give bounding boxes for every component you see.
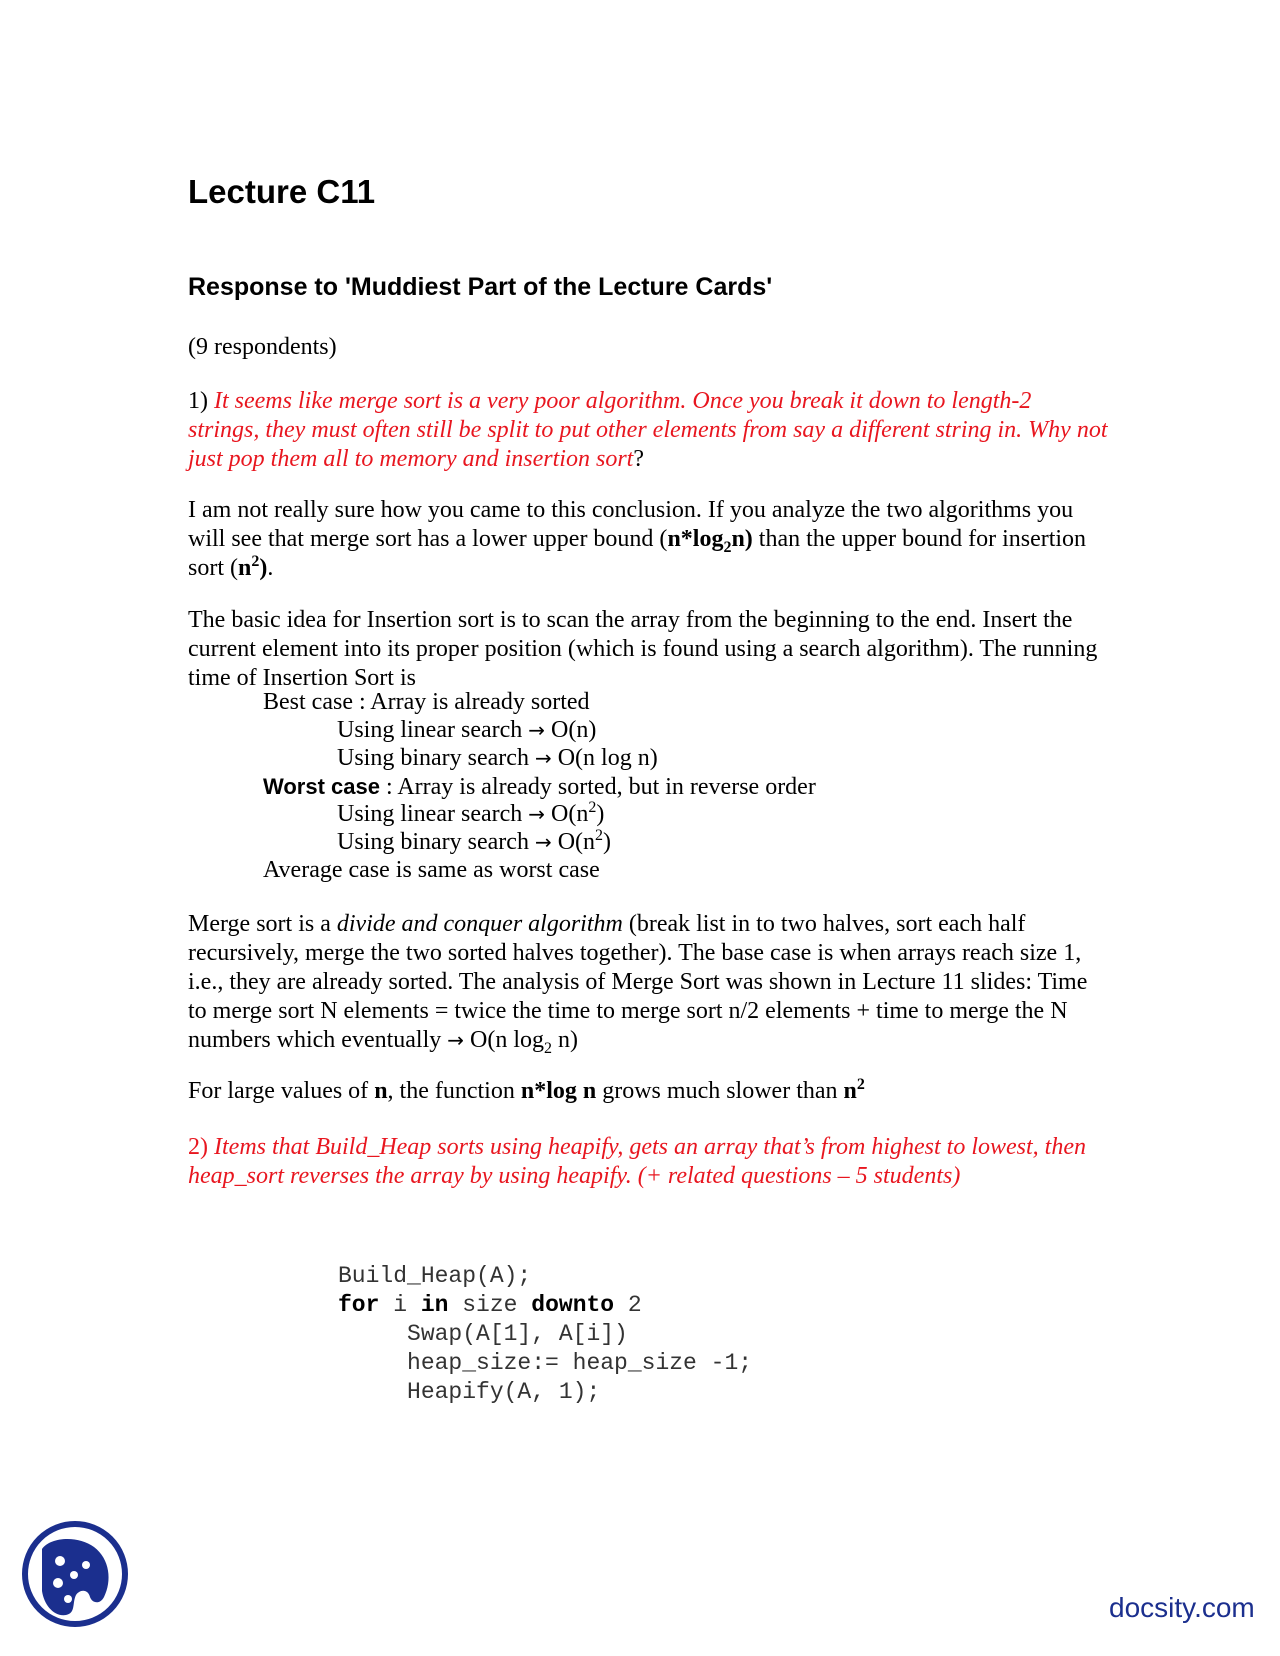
docsity-logo-icon [20, 1519, 130, 1629]
insertion-bound: $n^2$) [238, 553, 268, 581]
right-arrow-icon: → [447, 1028, 465, 1052]
page-subtitle: Response to 'Muddiest Part of the Lecture Cards' [188, 273, 773, 301]
code-line: Swap(A[1], A[i]) [338, 1321, 628, 1347]
question-1-text: It seems like merge sort is a very poor algorithm. Once you break it down to length-2 strings, they must often still be split to put other elements from say a different string in. Why not just pop them all to memory and insertion sort [188, 388, 1108, 472]
respondents-count: (9 respondents) [188, 334, 337, 360]
worst-case: Worst case : Array is already sorted, but in reverse order [263, 774, 816, 800]
right-arrow-icon: → [528, 802, 546, 826]
insertion-intro: The basic idea for Insertion sort is to scan the array from the beginning to the end. Insert the current element into its proper position (which is found using a search algorithm). The running time of Insertion Sort is [188, 607, 1098, 691]
worst-linear: Using linear search → $O(n^2)$ [337, 799, 605, 827]
code-line: Heapify(A, 1); [338, 1379, 601, 1405]
n-squared: $n^2$ [843, 1076, 865, 1104]
best-linear: Using linear search → O(n) [337, 717, 597, 743]
right-arrow-icon: → [534, 830, 552, 854]
divide-conquer-term: divide and conquer algorithm [336, 911, 623, 937]
worst-binary: Using binary search → $O(n^2)$ [337, 827, 612, 855]
docsity-brand[interactable]: docsity.com [1109, 1592, 1255, 1623]
question-1-number: 1) [188, 388, 214, 414]
page-title: Lecture C11 [188, 173, 376, 210]
question-2-number: 2) [188, 1134, 214, 1160]
merge-paragraph: Merge sort is a divide and conquer algorithm (break list in to two halves, sort each half recursively, merge the two sorted halves together). The base case is when arrays reach size 1, i.e., they are already sorted. The analysis of Merge Sort was shown in Lecture 11 slides: Time to merge sort N elements = twice the time to merge sort n/2 elements + time to merge the N numbers which eventually → O(n $\log_2 n$) [188, 911, 1088, 1057]
code-line: for i in size downto 2 [338, 1292, 642, 1318]
best-binary: Using binary search → O(n log n) [337, 745, 658, 771]
large-n-paragraph: For large values of n, the function n*log n grows much slower than $n^2$ [188, 1076, 865, 1104]
code-line: Build_Heap(A); [338, 1263, 532, 1289]
worst-case-label: Worst case [263, 774, 380, 799]
heapsort-code [338, 1262, 752, 1407]
question-1 [188, 387, 1108, 474]
merge-bound: $n*\log_2n$) [667, 526, 753, 556]
average-case: Average case is same as worst case [263, 857, 600, 883]
right-arrow-icon: → [534, 746, 552, 770]
best-case: Best case : Array is already sorted [263, 689, 590, 715]
question-2 [188, 1133, 1108, 1191]
right-arrow-icon: → [528, 718, 546, 742]
question-2-text: Items that Build_Heap sorts using heapify, gets an array that’s from highest to lowest, then heap_sort reverses the array by using heapify. (+ related questions – 5 students) [188, 1134, 1086, 1189]
question-1-qmark: ? [633, 446, 644, 472]
code-line: heap_size:= heap_size -1; [338, 1350, 753, 1376]
answer-1-paragraph: I am not really sure how you came to this conclusion. If you analyze the two algorithms you will see that merge sort has a lower upper bound $(n*\log_2n)$ than the upper bound for insertion sort $(n^2)$. [188, 497, 1087, 581]
